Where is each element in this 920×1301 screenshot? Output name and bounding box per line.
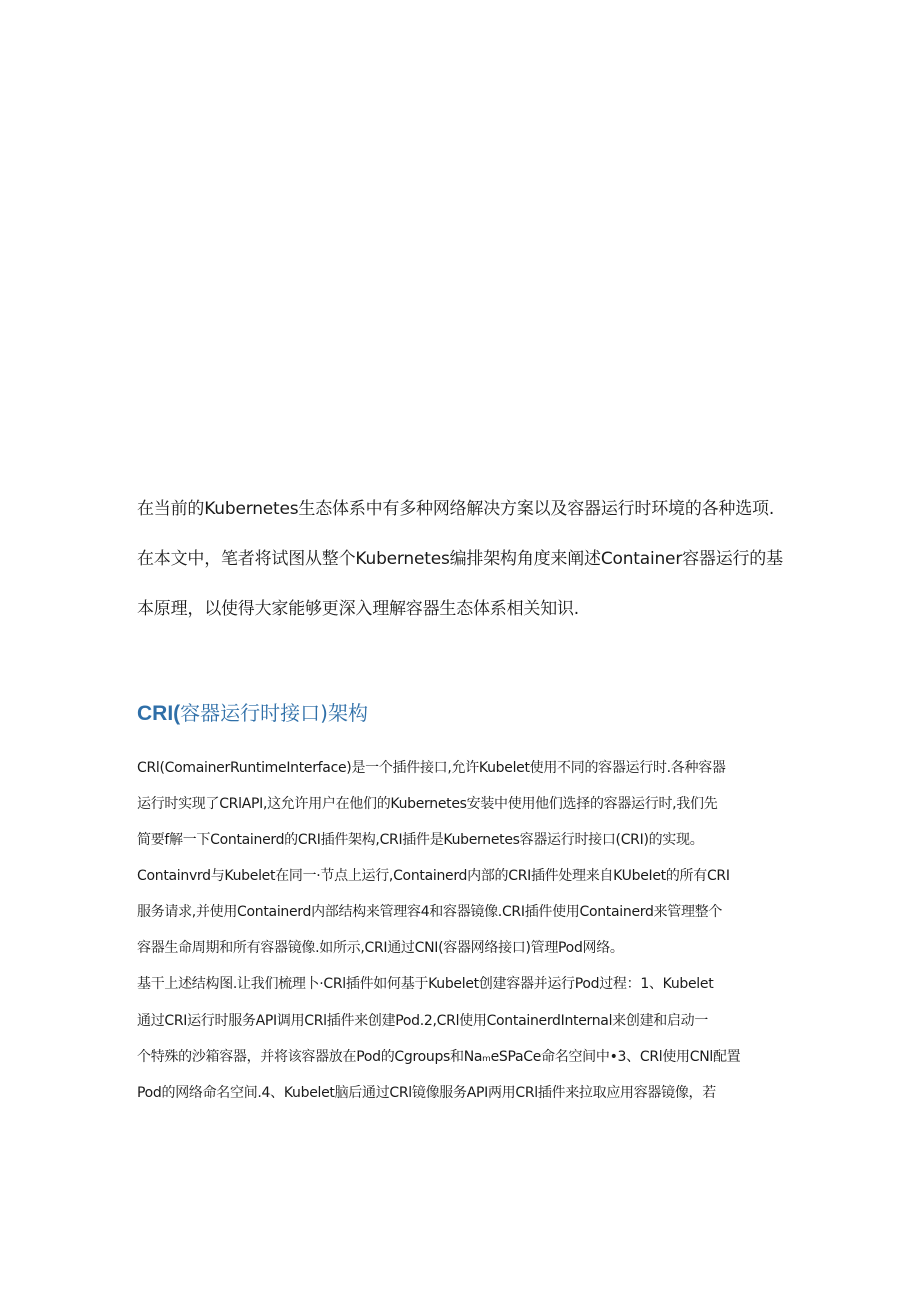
section-heading-prefix: CRI( xyxy=(137,702,181,725)
intro-line: 在当前的Kubernetes生态体系中有多种网络解决方案以及容器运行时环境的各种选项. xyxy=(137,499,775,519)
body-line: Pod的网络命名空间.4、Kubelet脑后通过CRl镜像服务API两用CRl插件来拉取应用容器镜像，若 xyxy=(137,1085,716,1101)
body-line: 基干上述结构图.让我们梳理卜·CRl插件如何基于Kubelet创建容器并运行Pod过程：1、Kubelet xyxy=(137,976,714,992)
section-heading xyxy=(137,701,368,726)
body-line: 个特殊的沙箱容器，并将该容器放在Pod的Cgroups和NaₘeSPaCe命名空间中•3、CRl使用CNl配置 xyxy=(137,1049,741,1065)
body-line: 运行时实现了CRlAPI,这允许用户在他们的Kubernetes安装中使用他们选择的容器运行时,我们先 xyxy=(137,796,718,812)
body-line: 服务请求,并使用Containerd内部结构来管理容4和容器镜像.CRI插件使用Containerd来管理整个 xyxy=(137,904,723,920)
body-line: 通过CRI运行时服务API调用CRl插件来创建Pod.2,CRl使用ContainerdInternal来创建和启动一 xyxy=(137,1013,709,1029)
body-line: CRl(ComainerRuntimeInterface)是一个插件接口,允许Kubelet使用不同的容器运行时.各种容器 xyxy=(137,760,726,776)
body-line: 容器生命周期和所有容器镜像.如所示,CRI通过CNI(容器网络接口)管理Pod网络。 xyxy=(137,940,624,956)
intro-line: 在本文中，笔者将试图从整个Kubernetes编排架构角度来阐述Container容器运行的基 xyxy=(137,549,783,569)
body-line: 简要f解一下Containerd的CRI插件架构,CRI插件是Kubernetes容器运行时接口(CRI)的实现。 xyxy=(137,832,704,848)
section-heading-rest: 容器运行时接口)架构 xyxy=(180,701,368,725)
body-line: Containvrd与Kubelet在同一·节点上运行,Containerd内部的CRI插件处理来自KUbeIet的所有CRI xyxy=(137,868,730,884)
intro-line: 本原理，以使得大家能够更深入理解容器生态体系相关知识. xyxy=(137,599,580,619)
